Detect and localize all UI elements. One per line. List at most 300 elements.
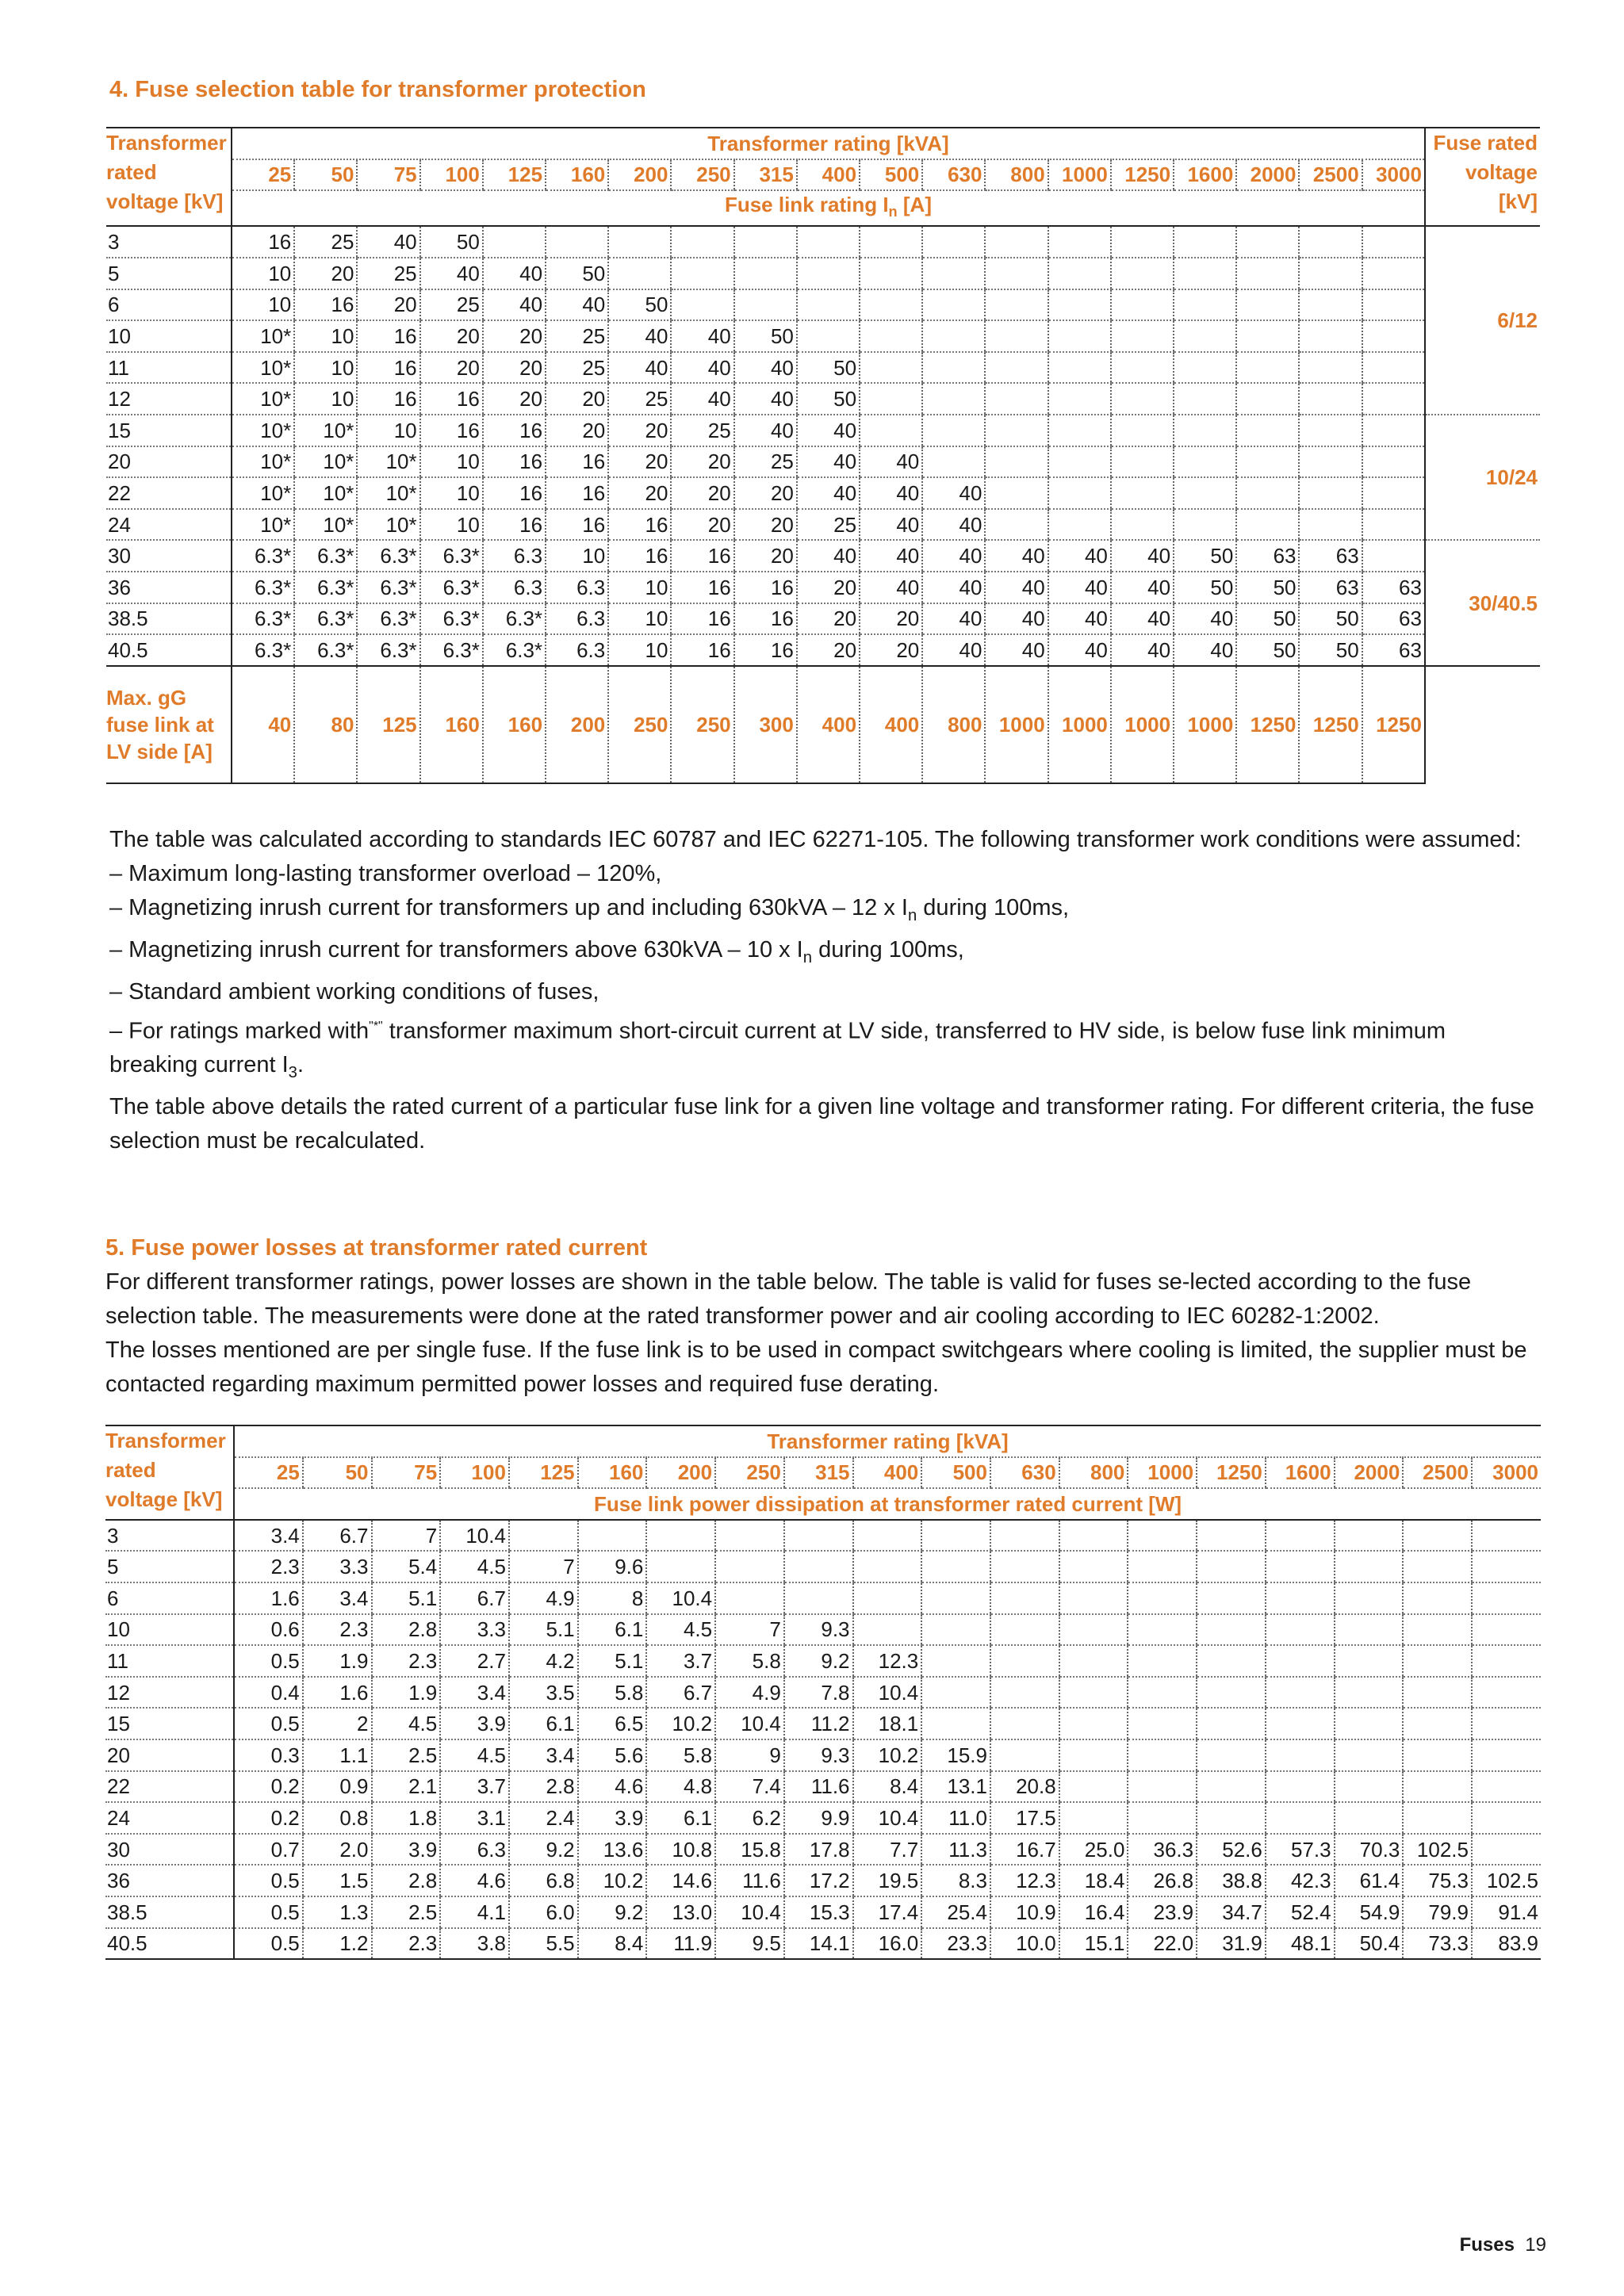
rating-cell: 250 xyxy=(671,159,733,191)
max-gg-cell: 1000 xyxy=(1174,666,1236,783)
value-cell: 10* xyxy=(232,446,294,478)
value-cell: 1.9 xyxy=(303,1645,372,1677)
row-voltage: 11 xyxy=(105,1645,234,1677)
max-gg-cell: 250 xyxy=(671,666,733,783)
row-voltage: 20 xyxy=(105,1739,234,1771)
value-cell: 2.4 xyxy=(509,1802,578,1834)
value-cell xyxy=(990,1551,1059,1582)
rating-header: Transformer rating [kVA] xyxy=(234,1425,1541,1457)
value-cell xyxy=(860,383,922,415)
rating-cell: 400 xyxy=(797,159,860,191)
value-cell: 0.5 xyxy=(234,1865,303,1896)
value-cell xyxy=(1128,1739,1197,1771)
subheader-cell: Fuse link power dissipation at transformer rated current [W] xyxy=(234,1488,1541,1520)
value-cell xyxy=(922,226,985,258)
value-cell: 50 xyxy=(1236,603,1299,635)
section5-title: 5. Fuse power losses at transformer rated current xyxy=(105,1235,648,1261)
note-p2: The table above details the rated current of a particular fuse link for a given line voltage and transformer rating. For different criteria, the fuse selection must be recalculated. xyxy=(109,1094,1534,1154)
value-cell xyxy=(860,415,922,446)
value-cell: 25 xyxy=(357,258,419,289)
value-cell xyxy=(1197,1677,1266,1709)
value-cell: 57.3 xyxy=(1266,1834,1335,1866)
value-cell: 40 xyxy=(797,446,860,478)
rating-cell: 2500 xyxy=(1403,1457,1472,1489)
value-cell: 4.6 xyxy=(440,1865,509,1896)
value-cell: 18.1 xyxy=(853,1708,922,1739)
value-cell xyxy=(1048,509,1111,541)
value-cell: 6.3* xyxy=(294,603,357,635)
value-cell: 23.9 xyxy=(1128,1896,1197,1928)
rating-cell: 2500 xyxy=(1299,159,1362,191)
value-cell: 40 xyxy=(671,320,733,352)
value-cell: 40 xyxy=(734,383,797,415)
value-cell xyxy=(1048,289,1111,321)
value-cell xyxy=(1174,289,1236,321)
table-row xyxy=(106,603,1540,635)
value-cell xyxy=(1403,1582,1472,1614)
value-cell: 16 xyxy=(734,603,797,635)
value-cell: 6.5 xyxy=(578,1708,647,1739)
table-row xyxy=(106,289,1540,321)
value-cell xyxy=(715,1582,784,1614)
value-cell: 10 xyxy=(420,446,483,478)
value-cell: 11.2 xyxy=(784,1708,853,1739)
value-cell: 50 xyxy=(608,289,671,321)
value-cell xyxy=(1299,477,1362,509)
value-cell: 50 xyxy=(734,320,797,352)
value-cell xyxy=(1335,1614,1404,1646)
table-row xyxy=(106,320,1540,352)
value-cell: 16 xyxy=(483,509,546,541)
value-cell: 2.3 xyxy=(372,1928,441,1960)
value-cell: 0.8 xyxy=(303,1802,372,1834)
value-cell: 7.8 xyxy=(784,1677,853,1709)
value-cell: 6.3* xyxy=(232,540,294,572)
value-cell xyxy=(1128,1551,1197,1582)
row-voltage: 10 xyxy=(106,320,232,352)
value-cell: 40 xyxy=(860,446,922,478)
value-cell: 20 xyxy=(483,320,546,352)
value-cell xyxy=(1197,1551,1266,1582)
table-row xyxy=(105,1582,1541,1614)
value-cell xyxy=(1236,226,1299,258)
value-cell xyxy=(1403,1677,1472,1709)
value-cell xyxy=(1128,1645,1197,1677)
value-cell: 10* xyxy=(232,320,294,352)
value-cell xyxy=(1059,1551,1128,1582)
value-cell: 9.2 xyxy=(784,1645,853,1677)
value-cell xyxy=(985,477,1048,509)
value-cell: 16.4 xyxy=(1059,1896,1128,1928)
value-cell: 34.7 xyxy=(1197,1896,1266,1928)
row-voltage: 20 xyxy=(106,446,232,478)
value-cell: 10.4 xyxy=(715,1708,784,1739)
value-cell: 20 xyxy=(671,477,733,509)
value-cell xyxy=(1174,352,1236,384)
value-cell: 16 xyxy=(546,509,608,541)
value-cell: 3.8 xyxy=(440,1928,509,1960)
value-cell xyxy=(1472,1677,1541,1709)
notes-block xyxy=(109,823,1537,1158)
value-cell: 6.3 xyxy=(546,634,608,666)
value-cell: 50.4 xyxy=(1335,1928,1404,1960)
value-cell: 2.8 xyxy=(509,1771,578,1803)
value-cell: 63 xyxy=(1299,540,1362,572)
table-row xyxy=(106,383,1540,415)
value-cell: 8 xyxy=(578,1582,647,1614)
value-cell: 20 xyxy=(734,477,797,509)
value-cell: 9 xyxy=(715,1739,784,1771)
value-cell xyxy=(1111,258,1174,289)
value-cell xyxy=(922,352,985,384)
value-cell: 50 xyxy=(1299,603,1362,635)
value-cell: 17.8 xyxy=(784,1834,853,1866)
value-cell: 6.3* xyxy=(420,540,483,572)
value-cell: 10 xyxy=(294,320,357,352)
value-cell xyxy=(1111,320,1174,352)
value-cell: 0.9 xyxy=(303,1771,372,1803)
value-cell xyxy=(990,1582,1059,1614)
value-cell: 6.3 xyxy=(440,1834,509,1866)
value-cell: 40 xyxy=(1174,603,1236,635)
value-cell: 1.3 xyxy=(303,1896,372,1928)
value-cell xyxy=(1236,446,1299,478)
value-cell: 10.0 xyxy=(990,1928,1059,1960)
value-cell xyxy=(1472,1551,1541,1582)
value-cell xyxy=(1111,226,1174,258)
value-cell xyxy=(1472,1520,1541,1552)
value-cell xyxy=(1335,1582,1404,1614)
value-cell: 7 xyxy=(715,1614,784,1646)
value-cell: 10* xyxy=(294,477,357,509)
table-row xyxy=(105,1708,1541,1739)
value-cell: 42.3 xyxy=(1266,1865,1335,1896)
value-cell xyxy=(1048,415,1111,446)
value-cell: 1.5 xyxy=(303,1865,372,1896)
table-row xyxy=(105,1614,1541,1646)
value-cell: 10 xyxy=(420,509,483,541)
value-cell: 10* xyxy=(357,446,419,478)
rating-cell: 3000 xyxy=(1362,159,1425,191)
value-cell xyxy=(1236,320,1299,352)
value-cell xyxy=(853,1551,922,1582)
value-cell xyxy=(1299,446,1362,478)
max-gg-cell: 40 xyxy=(232,666,294,783)
value-cell: 40 xyxy=(1111,634,1174,666)
value-cell xyxy=(1266,1645,1335,1677)
value-cell xyxy=(860,258,922,289)
value-cell xyxy=(922,415,985,446)
value-cell: 50 xyxy=(797,352,860,384)
row-voltage: 6 xyxy=(105,1582,234,1614)
section4-title: 4. Fuse selection table for transformer protection xyxy=(109,77,646,102)
value-cell: 5.6 xyxy=(578,1739,647,1771)
value-cell: 4.5 xyxy=(372,1708,441,1739)
value-cell: 12.3 xyxy=(990,1865,1059,1896)
value-cell: 40 xyxy=(608,320,671,352)
value-cell: 16 xyxy=(608,540,671,572)
value-cell: 13.1 xyxy=(921,1771,990,1803)
value-cell: 16 xyxy=(357,320,419,352)
value-cell xyxy=(797,289,860,321)
value-cell: 40 xyxy=(860,540,922,572)
value-cell: 4.9 xyxy=(509,1582,578,1614)
value-cell: 20 xyxy=(608,446,671,478)
value-cell: 2.1 xyxy=(372,1771,441,1803)
value-cell: 20 xyxy=(294,258,357,289)
rating-cell: 800 xyxy=(985,159,1048,191)
value-cell: 25 xyxy=(671,415,733,446)
header-row xyxy=(106,128,1540,159)
value-cell: 6.7 xyxy=(303,1520,372,1552)
value-cell: 3.1 xyxy=(440,1802,509,1834)
row-voltage: 3 xyxy=(106,226,232,258)
value-cell: 20 xyxy=(671,446,733,478)
fuse-voltage-cell: 10/24 xyxy=(1425,415,1540,540)
row-voltage: 24 xyxy=(106,509,232,541)
value-cell: 10* xyxy=(232,415,294,446)
value-cell: 3.3 xyxy=(440,1614,509,1646)
value-cell: 5.8 xyxy=(646,1739,715,1771)
value-cell xyxy=(1174,477,1236,509)
ratings-row xyxy=(106,159,1540,191)
value-cell xyxy=(1059,1771,1128,1803)
value-cell xyxy=(1299,289,1362,321)
row-voltage: 11 xyxy=(106,352,232,384)
value-cell: 16 xyxy=(357,383,419,415)
value-cell: 6.3 xyxy=(483,540,546,572)
rating-cell: 200 xyxy=(608,159,671,191)
value-cell: 16 xyxy=(232,226,294,258)
value-cell: 16 xyxy=(671,540,733,572)
value-cell: 17.4 xyxy=(853,1896,922,1928)
value-cell: 17.2 xyxy=(784,1865,853,1896)
subheader-row xyxy=(106,190,1540,226)
value-cell: 15.9 xyxy=(921,1739,990,1771)
rating-cell: 250 xyxy=(715,1457,784,1489)
value-cell xyxy=(1335,1708,1404,1739)
value-cell: 40 xyxy=(1111,572,1174,603)
value-cell xyxy=(1236,258,1299,289)
rating-cell: 3000 xyxy=(1472,1457,1541,1489)
rating-cell: 160 xyxy=(546,159,608,191)
value-cell: 40 xyxy=(671,352,733,384)
value-cell: 16 xyxy=(546,446,608,478)
value-cell xyxy=(1403,1614,1472,1646)
value-cell: 20 xyxy=(357,289,419,321)
row-voltage: 30 xyxy=(105,1834,234,1866)
value-cell: 10.4 xyxy=(440,1520,509,1552)
row-voltage: 36 xyxy=(105,1865,234,1896)
value-cell: 2.8 xyxy=(372,1614,441,1646)
value-cell xyxy=(1335,1739,1404,1771)
value-cell: 25 xyxy=(734,446,797,478)
value-cell: 8.3 xyxy=(921,1865,990,1896)
value-cell: 52.4 xyxy=(1266,1896,1335,1928)
value-cell: 4.5 xyxy=(440,1551,509,1582)
value-cell xyxy=(1059,1582,1128,1614)
value-cell: 36.3 xyxy=(1128,1834,1197,1866)
value-cell xyxy=(860,320,922,352)
max-gg-cell: 400 xyxy=(860,666,922,783)
value-cell xyxy=(1299,352,1362,384)
value-cell xyxy=(1174,226,1236,258)
value-cell xyxy=(1362,352,1425,384)
value-cell: 13.0 xyxy=(646,1896,715,1928)
rating-cell: 1000 xyxy=(1048,159,1111,191)
value-cell: 6.1 xyxy=(509,1708,578,1739)
value-cell xyxy=(1362,289,1425,321)
value-cell: 0.6 xyxy=(234,1614,303,1646)
rating-cell: 630 xyxy=(990,1457,1059,1489)
max-gg-cell: 400 xyxy=(797,666,860,783)
value-cell: 2.5 xyxy=(372,1739,441,1771)
value-cell: 6.3* xyxy=(294,540,357,572)
value-cell xyxy=(784,1582,853,1614)
value-cell: 19.5 xyxy=(853,1865,922,1896)
value-cell: 40 xyxy=(483,258,546,289)
value-cell: 16 xyxy=(294,289,357,321)
value-cell xyxy=(1059,1677,1128,1709)
value-cell: 40 xyxy=(922,509,985,541)
value-cell: 3.4 xyxy=(303,1582,372,1614)
table-row xyxy=(105,1677,1541,1709)
value-cell: 10* xyxy=(294,509,357,541)
value-cell: 10 xyxy=(608,572,671,603)
value-cell xyxy=(483,226,546,258)
value-cell: 4.5 xyxy=(646,1614,715,1646)
value-cell: 40 xyxy=(797,477,860,509)
value-cell: 25.0 xyxy=(1059,1834,1128,1866)
value-cell xyxy=(1362,415,1425,446)
value-cell: 6.7 xyxy=(646,1677,715,1709)
value-cell: 4.9 xyxy=(715,1677,784,1709)
value-cell xyxy=(1403,1551,1472,1582)
value-cell: 4.5 xyxy=(440,1739,509,1771)
value-cell: 40 xyxy=(1048,603,1111,635)
row-voltage: 24 xyxy=(105,1802,234,1834)
value-cell: 8.4 xyxy=(853,1771,922,1803)
value-cell xyxy=(1403,1708,1472,1739)
value-cell: 9.6 xyxy=(578,1551,647,1582)
value-cell: 0.7 xyxy=(234,1834,303,1866)
value-cell: 17.5 xyxy=(990,1802,1059,1834)
value-cell: 7.4 xyxy=(715,1771,784,1803)
value-cell xyxy=(1236,352,1299,384)
table-row xyxy=(105,1645,1541,1677)
value-cell xyxy=(1472,1802,1541,1834)
value-cell: 16.0 xyxy=(853,1928,922,1960)
table-row xyxy=(106,226,1540,258)
value-cell xyxy=(921,1582,990,1614)
value-cell: 11.3 xyxy=(921,1834,990,1866)
value-cell: 1.9 xyxy=(372,1677,441,1709)
value-cell xyxy=(646,1520,715,1552)
value-cell: 50 xyxy=(1174,572,1236,603)
value-cell: 5.8 xyxy=(578,1677,647,1709)
value-cell xyxy=(1236,289,1299,321)
row-voltage: 40.5 xyxy=(105,1928,234,1960)
value-cell: 102.5 xyxy=(1403,1834,1472,1866)
value-cell: 10 xyxy=(357,415,419,446)
value-cell: 10 xyxy=(608,603,671,635)
rating-cell: 125 xyxy=(509,1457,578,1489)
value-cell: 25 xyxy=(546,352,608,384)
max-gg-cell: 1250 xyxy=(1299,666,1362,783)
value-cell xyxy=(1111,289,1174,321)
value-cell: 4.2 xyxy=(509,1645,578,1677)
value-cell xyxy=(734,289,797,321)
value-cell: 9.3 xyxy=(784,1739,853,1771)
value-cell: 50 xyxy=(420,226,483,258)
table-row xyxy=(106,477,1540,509)
rating-cell: 75 xyxy=(372,1457,441,1489)
value-cell xyxy=(797,226,860,258)
section5-text xyxy=(105,1265,1541,1402)
value-cell: 40 xyxy=(922,477,985,509)
value-cell: 16 xyxy=(546,477,608,509)
value-cell: 63 xyxy=(1299,572,1362,603)
value-cell: 40 xyxy=(1048,572,1111,603)
value-cell: 52.6 xyxy=(1197,1834,1266,1866)
value-cell: 10.4 xyxy=(646,1582,715,1614)
max-gg-cell: 80 xyxy=(294,666,357,783)
max-gg-cell: 300 xyxy=(734,666,797,783)
value-cell: 6.3* xyxy=(357,572,419,603)
value-cell: 16 xyxy=(483,477,546,509)
value-cell: 4.8 xyxy=(646,1771,715,1803)
value-cell: 20 xyxy=(608,477,671,509)
rating-cell: 100 xyxy=(440,1457,509,1489)
value-cell: 79.9 xyxy=(1403,1896,1472,1928)
value-cell: 0.3 xyxy=(234,1739,303,1771)
row-voltage: 30 xyxy=(106,540,232,572)
value-cell xyxy=(1299,415,1362,446)
value-cell xyxy=(1111,352,1174,384)
value-cell: 20 xyxy=(483,383,546,415)
value-cell: 61.4 xyxy=(1335,1865,1404,1896)
value-cell: 4.1 xyxy=(440,1896,509,1928)
note-l2: – Magnetizing inrush current for transformers up and including 630kVA – 12 x $I_n$ during 100ms, xyxy=(109,895,1070,924)
note-l3: – Magnetizing inrush current for transformers above 630kVA – 10 x $I_n$ during 100ms, xyxy=(109,936,964,966)
value-cell: 16 xyxy=(671,634,733,666)
value-cell xyxy=(1048,226,1111,258)
value-cell xyxy=(784,1551,853,1582)
value-cell: 0.2 xyxy=(234,1802,303,1834)
rating-cell: 75 xyxy=(357,159,419,191)
value-cell: 9.2 xyxy=(509,1834,578,1866)
table-row xyxy=(105,1771,1541,1803)
value-cell: 63 xyxy=(1362,634,1425,666)
value-cell: 54.9 xyxy=(1335,1896,1404,1928)
value-cell: 40 xyxy=(985,540,1048,572)
value-cell: 14.6 xyxy=(646,1865,715,1896)
value-cell xyxy=(646,1551,715,1582)
value-cell xyxy=(1059,1614,1128,1646)
value-cell xyxy=(1059,1645,1128,1677)
rating-cell: 2000 xyxy=(1236,159,1299,191)
value-cell: 16 xyxy=(734,634,797,666)
value-cell: 7 xyxy=(372,1520,441,1552)
note-l1: – Maximum long-lasting transformer overload – 120%, xyxy=(109,861,662,886)
value-cell xyxy=(797,320,860,352)
value-cell: 1.6 xyxy=(234,1582,303,1614)
rating-cell: 800 xyxy=(1059,1457,1128,1489)
value-cell: 9.9 xyxy=(784,1802,853,1834)
value-cell: 40 xyxy=(922,540,985,572)
row-voltage: 40.5 xyxy=(106,634,232,666)
value-cell: 1.8 xyxy=(372,1802,441,1834)
